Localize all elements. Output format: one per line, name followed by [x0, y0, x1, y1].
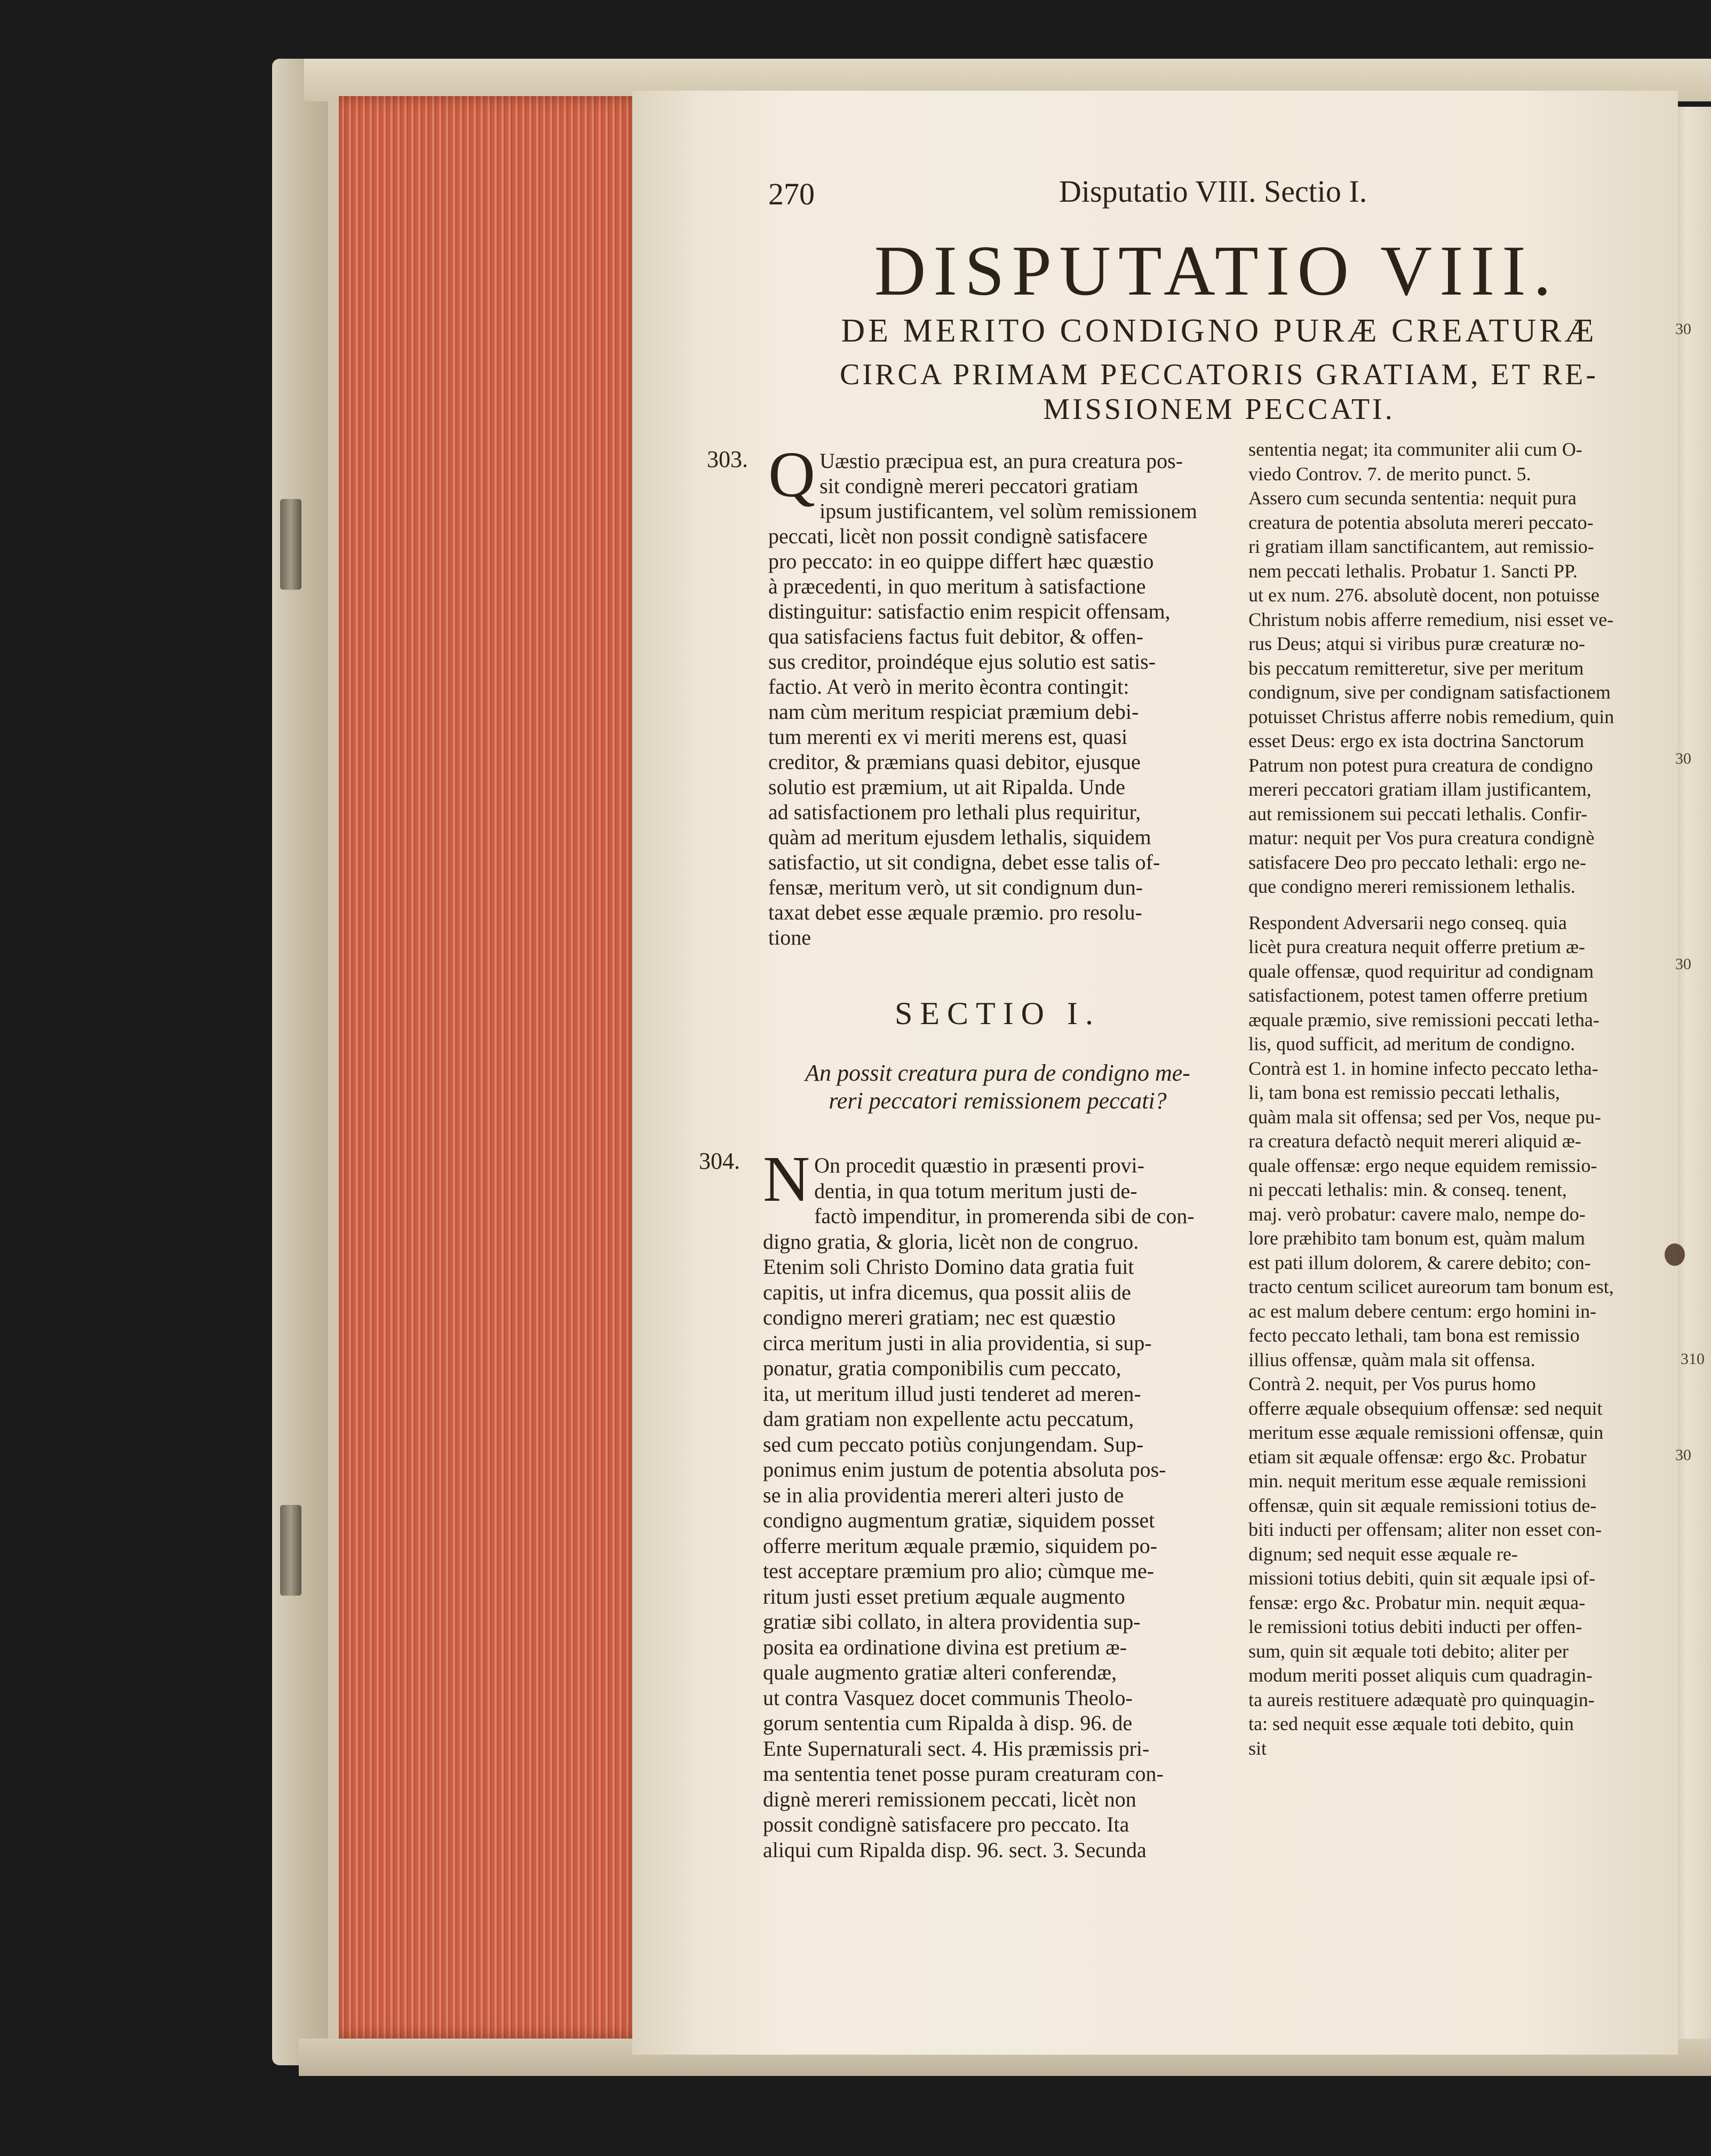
text-line: tum merenti ex vi meriti merens est, quasi — [768, 725, 1128, 749]
right-margin-number: 30 — [1675, 750, 1691, 767]
subtitle-line-3: MISSIONEM PECCATI. — [1043, 393, 1395, 426]
section-question — [768, 1059, 1227, 1115]
text-line: fecto peccato lethali, tam bona est remissio — [1248, 1325, 1580, 1346]
text-line: lis, quod sufficit, ad meritum de condigno. — [1248, 1033, 1575, 1055]
text-line: biti inducti per offensam; aliter non esset con- — [1248, 1519, 1602, 1540]
text-line: satisfactionem, potest tamen offerre pretium — [1248, 985, 1588, 1006]
text-line: gratiæ sibi collato, in altera providentia sup- — [763, 1610, 1141, 1634]
text-line: sit — [1248, 1737, 1267, 1759]
text-line: quale augmento gratiæ alteri conferendæ, — [763, 1660, 1117, 1684]
clasp-upper — [280, 499, 301, 590]
text-line: sum, quin sit æquale toti debito; aliter per — [1248, 1640, 1569, 1662]
text-line: li, tam bona est remissio peccati lethalis, — [1248, 1082, 1560, 1103]
text-line: solutio est præmium, ut ait Ripalda. Unde — [768, 775, 1125, 799]
text-line: viedo Controv. 7. de merito punct. 5. — [1248, 463, 1531, 485]
text-line: le remissioni totius debiti inducti per offen- — [1248, 1616, 1582, 1637]
right-margin-number: 310 — [1681, 1350, 1705, 1368]
drop-cap-q: Q — [768, 439, 816, 511]
text-line: ut contra Vasquez docet communis Theolo- — [763, 1685, 1133, 1710]
text-line: satisfacere Deo pro peccato lethali: ergo ne- — [1248, 851, 1587, 873]
right-margin-number: 30 — [1675, 955, 1691, 973]
text-line: tione — [768, 925, 811, 949]
text-line: que condigno mereri remissionem lethalis. — [1248, 876, 1575, 897]
text-line: missioni totius debiti, quin sit æquale ipsi of- — [1248, 1567, 1596, 1589]
text-line: dignè mereri remissionem peccati, licèt non — [763, 1787, 1136, 1811]
right-margin-number: 30 — [1675, 1446, 1691, 1464]
text-line: condignum, sive per condignam satisfactionem — [1248, 681, 1611, 703]
text-line: rus Deus; atqui si viribus puræ creaturæ no- — [1248, 633, 1585, 654]
text-line: sed cum peccato potiùs conjungendam. Sup- — [763, 1432, 1144, 1456]
page-number: 270 — [768, 177, 815, 211]
text-line: test acceptare præmium pro alio; cùmque me- — [763, 1559, 1155, 1583]
text-line: dam gratiam non expellente actu peccatum, — [763, 1407, 1134, 1431]
column-a-paragraph-2 — [763, 1143, 1222, 1862]
text-line: creatura de potentia absoluta mereri peccato- — [1248, 511, 1594, 533]
text-line: meritum esse æquale remissioni offensæ, quin — [1248, 1422, 1604, 1443]
text-line: Respondent Adversarii nego conseq. quia — [1248, 911, 1567, 933]
text-line: peccati, licèt non possit condignè satisfacere — [768, 524, 1148, 548]
column-a-paragraph-1 — [768, 439, 1227, 950]
text-line: offensæ, quin sit æquale remissioni totius de- — [1248, 1494, 1597, 1516]
section-heading: SECTIO I. — [895, 996, 1101, 1031]
text-line: offerre meritum æquale præmio, siquidem po- — [763, 1533, 1158, 1558]
text-line: capitis, ut infra dicemus, qua possit aliis de — [763, 1280, 1131, 1304]
text-line: bis peccatum remitteretur, sive per meritum — [1248, 657, 1584, 679]
text-line: min. nequit meritum esse æquale remissioni — [1248, 1470, 1587, 1492]
text-line: circa meritum justi in alia providentia, si sup- — [763, 1330, 1152, 1355]
text-line: ta: sed nequit esse æquale toti debito, quin — [1248, 1713, 1574, 1734]
clasp-lower — [280, 1505, 301, 1596]
text-line: quale offensæ: ergo neque equidem remissio- — [1248, 1154, 1597, 1176]
text-line: Uæstio præcipua est, an pura creatura pos- — [819, 449, 1183, 473]
text-line: fensæ: ergo &c. Probatur min. nequit æqua- — [1248, 1591, 1586, 1613]
text-line: ta aureis restituere adæquatè pro quinquagin- — [1248, 1689, 1595, 1710]
text-line: ad satisfactionem pro lethali plus requiritur, — [768, 800, 1141, 824]
ink-stain — [1665, 1243, 1685, 1266]
column-b — [1248, 438, 1665, 1761]
text-line: distinguitur: satisfactio enim respicit offensam, — [768, 599, 1171, 623]
text-line: Contrà 2. nequit, per Vos purus homo — [1248, 1373, 1536, 1394]
text-line: tracto centum scilicet aureorum tam bonum est, — [1248, 1276, 1614, 1297]
text-line: nem peccati lethalis. Probatur 1. Sancti PP. — [1248, 560, 1578, 582]
text-line: illius offensæ, quàm mala sit offensa. — [1248, 1349, 1535, 1370]
drop-cap-n: N — [763, 1143, 810, 1215]
text-line: qua satisfaciens factus fuit debitor, & offen- — [768, 624, 1143, 648]
text-line: Etenim soli Christo Domino data gratia fuit — [763, 1255, 1134, 1279]
text-line: æquale præmio, sive remissioni peccati letha- — [1248, 1009, 1599, 1031]
text-line: ac est malum debere centum: ergo homini in- — [1248, 1300, 1597, 1322]
text-line: Patrum non potest pura creatura de condigno — [1248, 754, 1593, 776]
text-line: satisfactio, ut sit condigna, debet esse talis of- — [768, 850, 1160, 874]
text-line: Ente Supernaturali sect. 4. His præmissis pri- — [763, 1736, 1150, 1761]
text-line: ponimus enim justum de potentia absoluta pos- — [763, 1457, 1166, 1481]
text-line: matur: nequit per Vos pura creatura condignè — [1248, 827, 1595, 849]
text-line: taxat debet esse æquale præmio. pro resolu- — [768, 900, 1142, 924]
text-line: factò impenditur, in promerenda sibi de con- — [814, 1204, 1195, 1228]
text-line: etiam sit æquale offensæ: ergo &c. Probatur — [1248, 1446, 1587, 1468]
subtitle-line-1: DE MERITO CONDIGNO PURÆ CREATURÆ — [841, 313, 1597, 349]
text-line: licèt pura creatura nequit offerre pretium æ- — [1248, 936, 1586, 957]
text-line: posita ea ordinatione divina est pretium æ- — [763, 1635, 1127, 1659]
text-line: nam cùm meritum respiciat præmium debi- — [768, 700, 1139, 724]
text-line: aut remissionem sui peccati lethalis. Confir- — [1248, 803, 1588, 825]
text-line: ma sententia tenet posse puram creaturam con- — [763, 1762, 1164, 1786]
text-line: On procedit quæstio in præsenti provi- — [814, 1153, 1144, 1177]
text-line: mereri peccatori gratiam illam justificantem, — [1248, 779, 1591, 800]
text-line: ni peccati lethalis: min. & conseq. tenent, — [1248, 1179, 1567, 1200]
text-line: Contrà est 1. in homine infecto peccato letha- — [1248, 1057, 1598, 1079]
text-line — [1248, 899, 1665, 911]
right-margin-number: 30 — [1675, 320, 1691, 338]
text-line: ri gratiam illam sanctificantem, aut remissio- — [1248, 536, 1594, 557]
text-line: ra creatura defactò nequit mereri aliquid æ- — [1248, 1130, 1581, 1152]
text-line: dentia, in qua totum meritum justi de- — [814, 1178, 1137, 1203]
text-line: ipsum justificantem, vel solùm remissionem — [819, 499, 1197, 523]
section-question-line: reri peccatori remissionem peccati? — [829, 1088, 1167, 1114]
text-line: condigno mereri gratiam; nec est quæstio — [763, 1305, 1116, 1329]
margin-number-304: 304. — [699, 1148, 740, 1174]
text-line: quale offensæ, quod requiritur ad condignam — [1248, 960, 1594, 982]
text-line: offerre æquale obsequium offensæ: sed nequit — [1248, 1397, 1603, 1419]
running-head: Disputatio VIII. Sectio I. — [1059, 174, 1367, 209]
text-line: dignum; sed nequit esse æquale re- — [1248, 1543, 1518, 1565]
text-line: lore præhibito tam bonum est, quàm malum — [1248, 1227, 1585, 1249]
text-line: quàm ad meritum ejusdem lethalis, siquidem — [768, 825, 1151, 849]
text-line: Assero cum secunda sententia: nequit pura — [1248, 487, 1577, 509]
red-fore-edge — [328, 96, 643, 2039]
margin-number-303: 303. — [707, 446, 748, 472]
text-line: ponatur, gratia componibilis cum peccato, — [763, 1356, 1121, 1380]
text-line: creditor, & præmians quasi debitor, ejusque — [768, 750, 1141, 774]
text-line: à præcedenti, in quo meritum à satisfactione — [768, 574, 1146, 598]
book-cover — [272, 59, 331, 2065]
text-line: est pati illum dolorem, & carere debito; con- — [1248, 1251, 1591, 1273]
text-line: sententia negat; ita communiter alii cum O- — [1248, 439, 1582, 460]
text-line: modum meriti posset aliquis cum quadragin- — [1248, 1664, 1593, 1686]
text-line: se in alia providentia mereri alteri justo de — [763, 1483, 1124, 1507]
text-line: Christum nobis afferre remedium, nisi esset ve- — [1248, 608, 1614, 630]
text-line: pro peccato: in eo quippe differt hæc quæstio — [768, 549, 1154, 573]
text-line: ritum justi esset pretium æquale augmento — [763, 1584, 1125, 1608]
text-line: esset Deus: ergo ex ista doctrina Sanctorum — [1248, 730, 1585, 751]
text-line: ita, ut meritum illud justi tenderet ad meren- — [763, 1381, 1141, 1406]
text-line: possit condignè satisfacere pro peccato. Ita — [763, 1812, 1129, 1836]
text-line: quàm mala sit offensa; sed per Vos, neque pu- — [1248, 1106, 1601, 1128]
text-line: potuisset Christus afferre nobis remedium, quin — [1248, 706, 1614, 727]
text-line: maj. verò probatur: cavere malo, nempe do- — [1248, 1203, 1586, 1225]
text-line: gorum sententia cum Ripalda à disp. 96. de — [763, 1711, 1133, 1735]
section-question-line: An possit creatura pura de condigno me- — [805, 1060, 1190, 1086]
subtitle-line-2: CIRCA PRIMAM PECCATORIS GRATIAM, ET RE- — [839, 358, 1599, 391]
text-line: fensæ, meritum verò, ut sit condignum dun- — [768, 875, 1143, 899]
text-line: ut ex num. 276. absolutè docent, non potuisse — [1248, 584, 1599, 606]
text-line: digno gratia, & gloria, licèt non de congruo. — [763, 1229, 1139, 1254]
text-line: sus creditor, proindéque ejus solutio est satis- — [768, 649, 1156, 673]
text-line: aliqui cum Ripalda disp. 96. sect. 3. Secunda — [763, 1837, 1147, 1862]
text-line: sit condignè mereri peccatori gratiam — [819, 474, 1139, 498]
text-line: condigno augmentum gratiæ, siquidem posset — [763, 1508, 1155, 1532]
text-line: factio. At verò in merito ècontra contingit: — [768, 675, 1129, 699]
disputation-title: DISPUTATIO VIII. — [874, 231, 1559, 310]
